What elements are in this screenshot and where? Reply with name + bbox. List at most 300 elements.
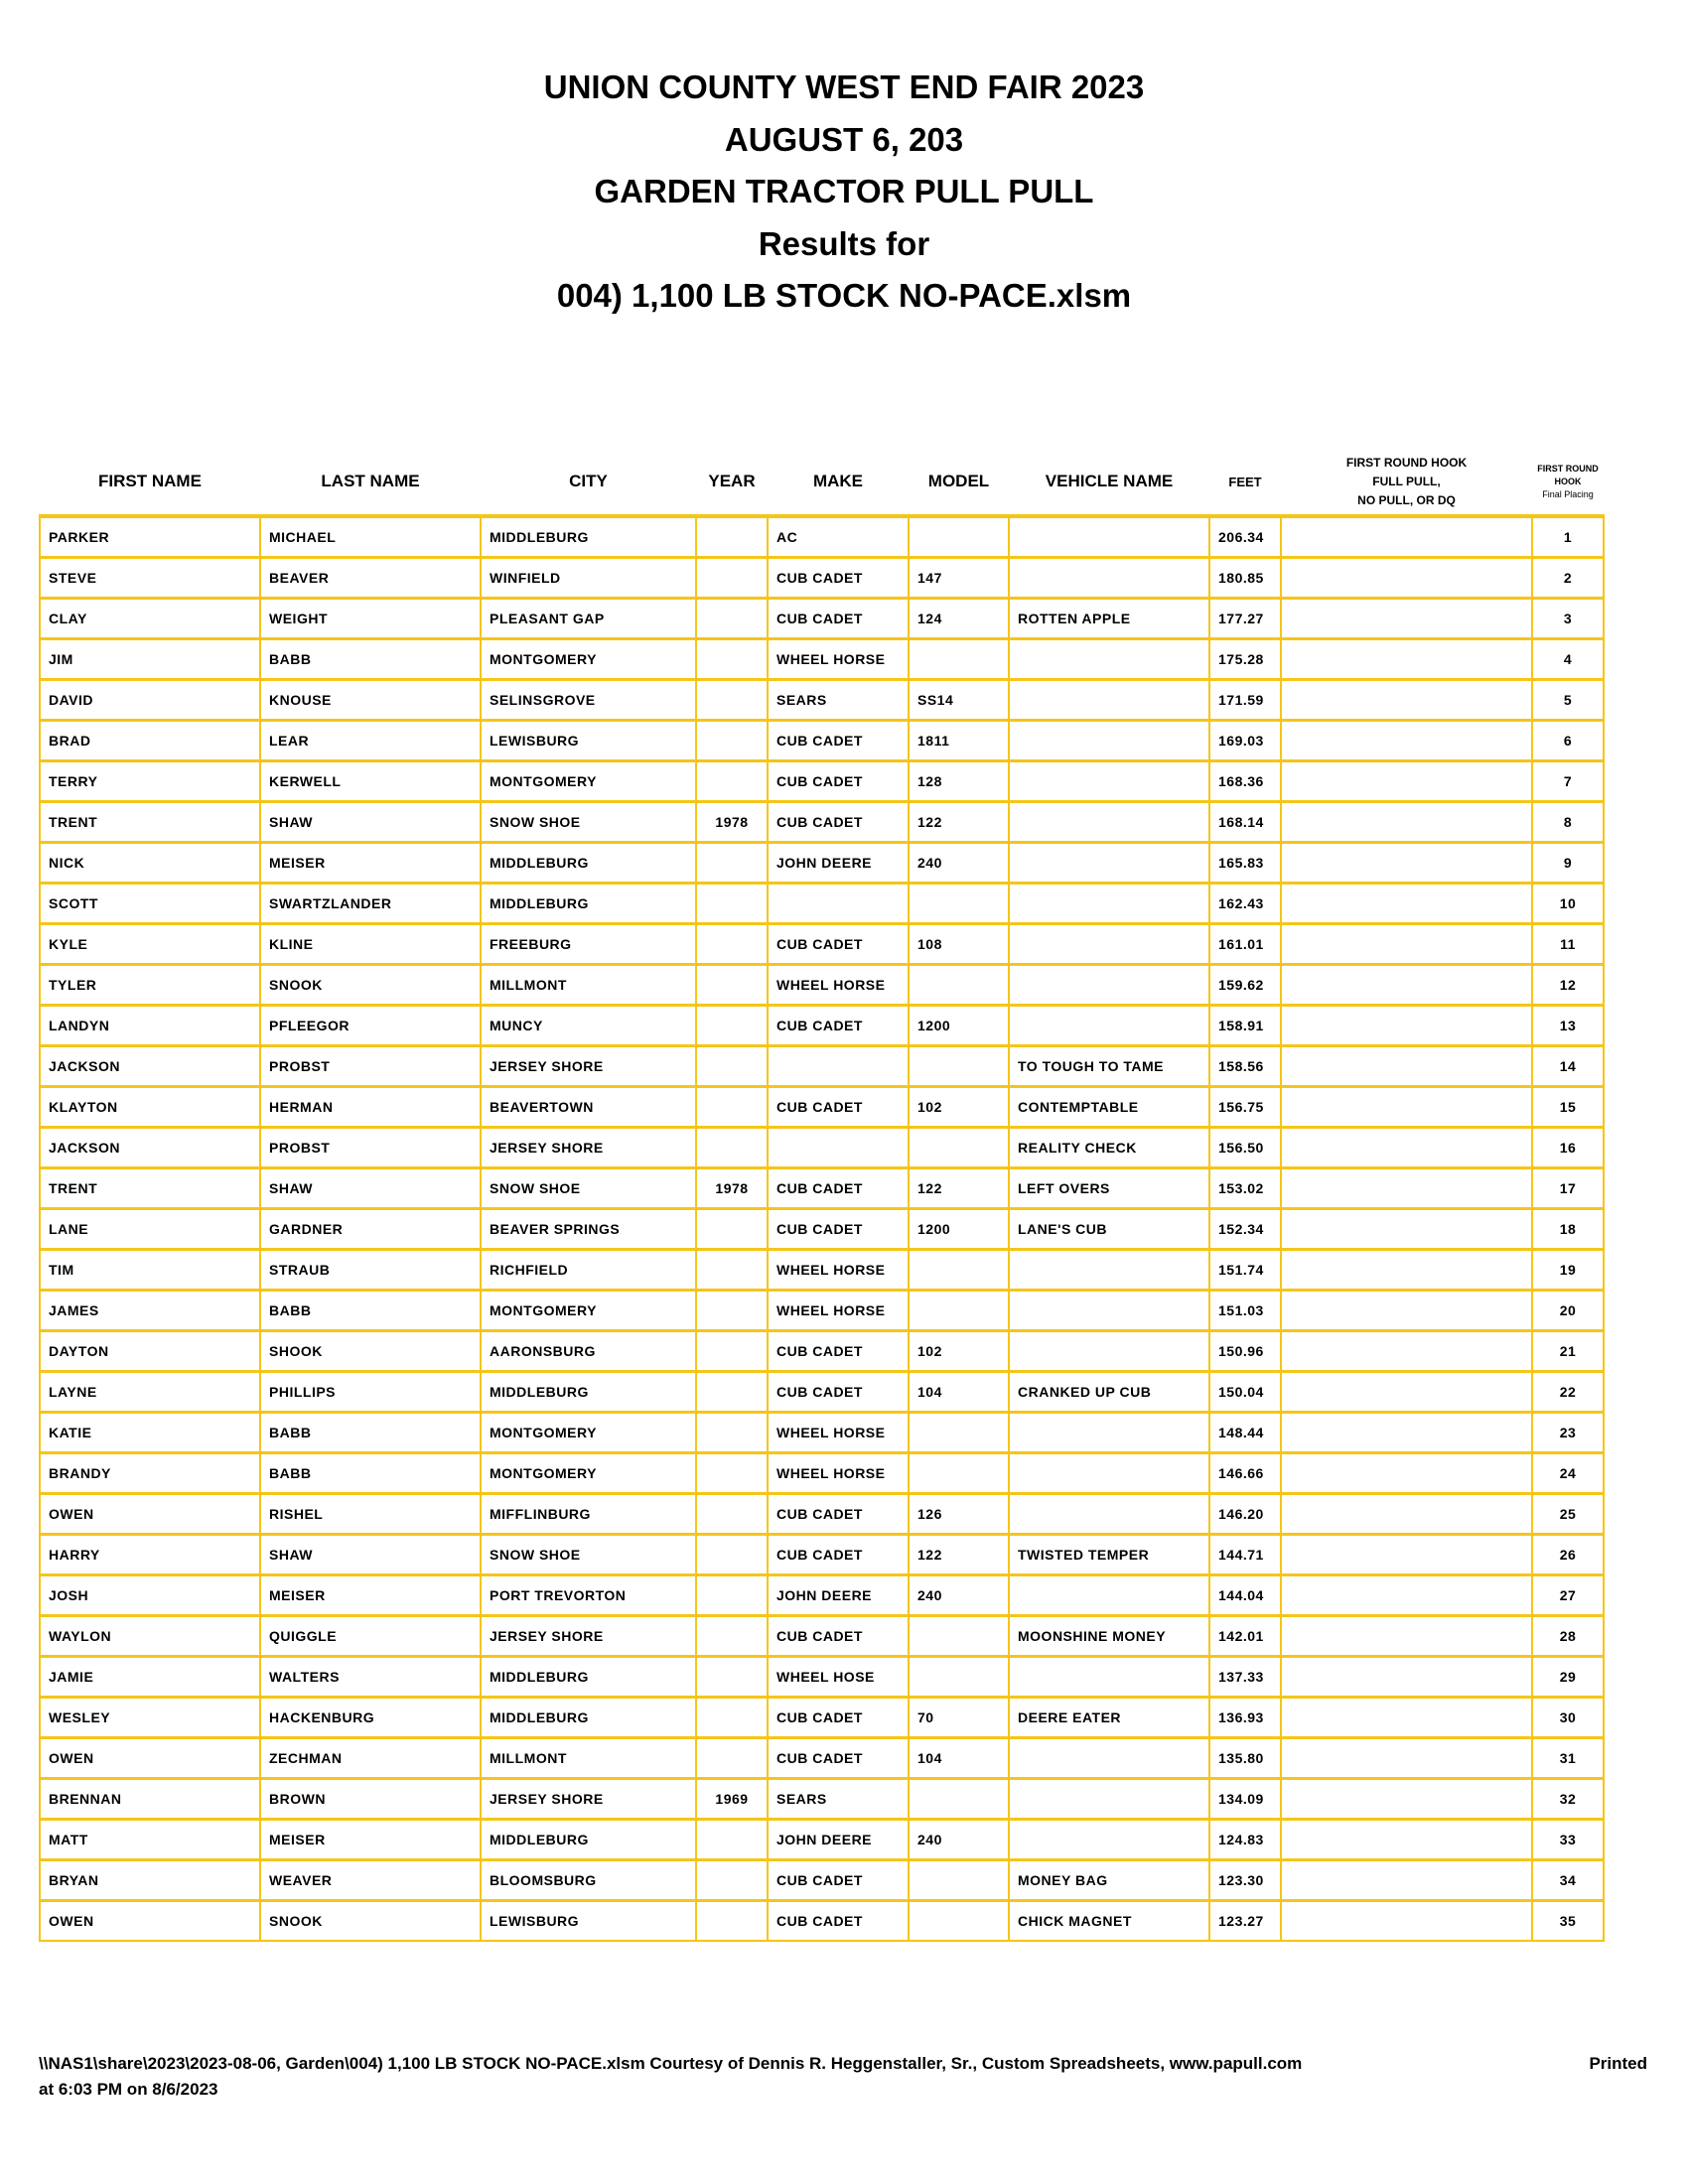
cell-placing: 22 xyxy=(1532,1372,1604,1413)
cell-first-name: SCOTT xyxy=(40,884,260,924)
cell-vehicle-name: MOONSHINE MONEY xyxy=(1009,1616,1209,1657)
cell-model: 108 xyxy=(909,924,1009,965)
table-row xyxy=(40,1209,1604,1250)
header-model: MODEL xyxy=(927,472,990,490)
header-placing xyxy=(1532,449,1604,516)
cell-first-name: TRENT xyxy=(40,1168,260,1209)
table-row xyxy=(40,1250,1604,1291)
table-row xyxy=(40,924,1604,965)
cell-last-name: SWARTZLANDER xyxy=(260,884,481,924)
cell-hook xyxy=(1281,1372,1532,1413)
cell-make: CUB CADET xyxy=(768,1087,909,1128)
table-row xyxy=(40,1453,1604,1494)
cell-make: WHEEL HOSE xyxy=(768,1657,909,1698)
table-row xyxy=(40,1494,1604,1535)
table-row xyxy=(40,721,1604,761)
cell-city: MIDDLEBURG xyxy=(481,1372,696,1413)
cell-make xyxy=(768,1046,909,1087)
cell-make: WHEEL HORSE xyxy=(768,1453,909,1494)
cell-model xyxy=(909,1779,1009,1820)
cell-year xyxy=(696,639,768,680)
cell-vehicle-name xyxy=(1009,965,1209,1006)
cell-make: CUB CADET xyxy=(768,1331,909,1372)
cell-last-name: SHAW xyxy=(260,802,481,843)
header-hook xyxy=(1281,449,1532,516)
cell-city: MUNCY xyxy=(481,1006,696,1046)
cell-city: JERSEY SHORE xyxy=(481,1128,696,1168)
table-row xyxy=(40,1291,1604,1331)
header-last-name: LAST NAME xyxy=(321,472,420,490)
cell-vehicle-name xyxy=(1009,802,1209,843)
cell-city: MONTGOMERY xyxy=(481,761,696,802)
cell-model: 122 xyxy=(909,1535,1009,1575)
cell-last-name: WEAVER xyxy=(260,1860,481,1901)
cell-feet: 146.66 xyxy=(1209,1453,1281,1494)
cell-make: CUB CADET xyxy=(768,924,909,965)
cell-vehicle-name xyxy=(1009,1779,1209,1820)
cell-first-name: HARRY xyxy=(40,1535,260,1575)
cell-placing: 17 xyxy=(1532,1168,1604,1209)
cell-last-name: STRAUB xyxy=(260,1250,481,1291)
cell-placing: 23 xyxy=(1532,1413,1604,1453)
cell-last-name: WALTERS xyxy=(260,1657,481,1698)
cell-feet: 175.28 xyxy=(1209,639,1281,680)
cell-hook xyxy=(1281,1128,1532,1168)
cell-city: FREEBURG xyxy=(481,924,696,965)
cell-vehicle-name xyxy=(1009,639,1209,680)
cell-hook xyxy=(1281,1901,1532,1942)
cell-placing: 20 xyxy=(1532,1291,1604,1331)
cell-placing: 10 xyxy=(1532,884,1604,924)
cell-city: JERSEY SHORE xyxy=(481,1779,696,1820)
cell-last-name: KNOUSE xyxy=(260,680,481,721)
cell-placing: 7 xyxy=(1532,761,1604,802)
cell-make: CUB CADET xyxy=(768,1901,909,1942)
table-row xyxy=(40,1657,1604,1698)
cell-make: CUB CADET xyxy=(768,1168,909,1209)
cell-year xyxy=(696,1209,768,1250)
cell-hook xyxy=(1281,1453,1532,1494)
cell-vehicle-name xyxy=(1009,1657,1209,1698)
cell-make: CUB CADET xyxy=(768,558,909,599)
cell-make: CUB CADET xyxy=(768,1372,909,1413)
cell-feet: 148.44 xyxy=(1209,1413,1281,1453)
cell-model: 102 xyxy=(909,1331,1009,1372)
cell-make: CUB CADET xyxy=(768,1006,909,1046)
cell-year xyxy=(696,1291,768,1331)
cell-year xyxy=(696,761,768,802)
header-feet: FEET xyxy=(1228,474,1262,489)
cell-hook xyxy=(1281,1616,1532,1657)
cell-first-name: BRYAN xyxy=(40,1860,260,1901)
cell-first-name: MATT xyxy=(40,1820,260,1860)
cell-hook xyxy=(1281,1738,1532,1779)
cell-hook xyxy=(1281,761,1532,802)
cell-city: MIFFLINBURG xyxy=(481,1494,696,1535)
cell-last-name: SNOOK xyxy=(260,1901,481,1942)
report-titles xyxy=(0,62,1688,323)
footer-printed-at: at 6:03 PM on 8/6/2023 xyxy=(39,2080,218,2099)
cell-hook xyxy=(1281,1250,1532,1291)
cell-placing: 30 xyxy=(1532,1698,1604,1738)
cell-placing: 15 xyxy=(1532,1087,1604,1128)
cell-feet: 158.91 xyxy=(1209,1006,1281,1046)
header-city: CITY xyxy=(569,472,608,490)
cell-model: 147 xyxy=(909,558,1009,599)
cell-feet: 171.59 xyxy=(1209,680,1281,721)
cell-first-name: OWEN xyxy=(40,1494,260,1535)
cell-make: CUB CADET xyxy=(768,802,909,843)
cell-vehicle-name xyxy=(1009,1453,1209,1494)
table-row xyxy=(40,1372,1604,1413)
cell-year: 1978 xyxy=(696,802,768,843)
cell-last-name: WEIGHT xyxy=(260,599,481,639)
cell-last-name: BABB xyxy=(260,1291,481,1331)
cell-vehicle-name xyxy=(1009,1291,1209,1331)
cell-feet: 137.33 xyxy=(1209,1657,1281,1698)
cell-make: JOHN DEERE xyxy=(768,1820,909,1860)
cell-first-name: DAYTON xyxy=(40,1331,260,1372)
cell-placing: 9 xyxy=(1532,843,1604,884)
cell-year xyxy=(696,1006,768,1046)
cell-city: MONTGOMERY xyxy=(481,1291,696,1331)
cell-make xyxy=(768,884,909,924)
cell-city: SNOW SHOE xyxy=(481,1535,696,1575)
cell-hook xyxy=(1281,843,1532,884)
cell-year xyxy=(696,1657,768,1698)
cell-hook xyxy=(1281,1168,1532,1209)
cell-hook xyxy=(1281,1779,1532,1820)
cell-first-name: PARKER xyxy=(40,516,260,558)
table-row xyxy=(40,1779,1604,1820)
cell-feet: 177.27 xyxy=(1209,599,1281,639)
table-row xyxy=(40,1168,1604,1209)
cell-vehicle-name xyxy=(1009,924,1209,965)
cell-city: AARONSBURG xyxy=(481,1331,696,1372)
cell-vehicle-name: LEFT OVERS xyxy=(1009,1168,1209,1209)
cell-year xyxy=(696,558,768,599)
cell-vehicle-name: TWISTED TEMPER xyxy=(1009,1535,1209,1575)
cell-feet: 124.83 xyxy=(1209,1820,1281,1860)
cell-last-name: SHAW xyxy=(260,1168,481,1209)
cell-last-name: MEISER xyxy=(260,1820,481,1860)
cell-make: CUB CADET xyxy=(768,721,909,761)
table-row xyxy=(40,1046,1604,1087)
cell-hook xyxy=(1281,802,1532,843)
cell-last-name: KLINE xyxy=(260,924,481,965)
cell-first-name: KATIE xyxy=(40,1413,260,1453)
table-row xyxy=(40,965,1604,1006)
cell-vehicle-name xyxy=(1009,1820,1209,1860)
cell-year xyxy=(696,1453,768,1494)
cell-last-name: SHAW xyxy=(260,1535,481,1575)
cell-hook xyxy=(1281,1860,1532,1901)
cell-city: SNOW SHOE xyxy=(481,802,696,843)
cell-last-name: SHOOK xyxy=(260,1331,481,1372)
cell-first-name: BRAD xyxy=(40,721,260,761)
cell-make: CUB CADET xyxy=(768,599,909,639)
cell-feet: 142.01 xyxy=(1209,1616,1281,1657)
cell-placing: 18 xyxy=(1532,1209,1604,1250)
cell-make: JOHN DEERE xyxy=(768,1575,909,1616)
header-hook-line: FULL PULL, xyxy=(1372,474,1441,488)
cell-city: BEAVER SPRINGS xyxy=(481,1209,696,1250)
cell-make: WHEEL HORSE xyxy=(768,1413,909,1453)
cell-hook xyxy=(1281,1046,1532,1087)
cell-placing: 1 xyxy=(1532,516,1604,558)
cell-vehicle-name xyxy=(1009,884,1209,924)
table-row xyxy=(40,1860,1604,1901)
cell-first-name: JAMIE xyxy=(40,1657,260,1698)
cell-make xyxy=(768,1128,909,1168)
cell-city: MIDDLEBURG xyxy=(481,516,696,558)
cell-year xyxy=(696,1901,768,1942)
cell-first-name: LANDYN xyxy=(40,1006,260,1046)
cell-year xyxy=(696,1494,768,1535)
cell-first-name: JOSH xyxy=(40,1575,260,1616)
cell-model: 102 xyxy=(909,1087,1009,1128)
cell-placing: 24 xyxy=(1532,1453,1604,1494)
cell-placing: 12 xyxy=(1532,965,1604,1006)
title-event: GARDEN TRACTOR PULL PULL xyxy=(594,173,1094,209)
cell-year xyxy=(696,1616,768,1657)
cell-hook xyxy=(1281,1413,1532,1453)
cell-feet: 151.03 xyxy=(1209,1291,1281,1331)
cell-city: LEWISBURG xyxy=(481,721,696,761)
cell-hook xyxy=(1281,680,1532,721)
table-row xyxy=(40,884,1604,924)
table-row xyxy=(40,516,1604,558)
cell-first-name: JIM xyxy=(40,639,260,680)
cell-feet: 180.85 xyxy=(1209,558,1281,599)
cell-year xyxy=(696,1738,768,1779)
cell-placing: 2 xyxy=(1532,558,1604,599)
cell-vehicle-name xyxy=(1009,1738,1209,1779)
header-placing-line: FIRST ROUND xyxy=(1537,463,1599,474)
cell-year xyxy=(696,1046,768,1087)
cell-vehicle-name xyxy=(1009,1250,1209,1291)
cell-last-name: BROWN xyxy=(260,1779,481,1820)
table-row xyxy=(40,1820,1604,1860)
cell-first-name: WAYLON xyxy=(40,1616,260,1657)
table-row xyxy=(40,1616,1604,1657)
table-row xyxy=(40,1413,1604,1453)
cell-city: BEAVERTOWN xyxy=(481,1087,696,1128)
cell-vehicle-name: CONTEMPTABLE xyxy=(1009,1087,1209,1128)
cell-year xyxy=(696,1698,768,1738)
cell-year xyxy=(696,1128,768,1168)
cell-model xyxy=(909,1250,1009,1291)
cell-year xyxy=(696,1087,768,1128)
cell-feet: 162.43 xyxy=(1209,884,1281,924)
cell-hook xyxy=(1281,639,1532,680)
cell-hook xyxy=(1281,1820,1532,1860)
cell-first-name: STEVE xyxy=(40,558,260,599)
cell-feet: 156.75 xyxy=(1209,1087,1281,1128)
footer-path: \\NAS1\share\2023\2023-08-06, Garden\004) 1,100 LB STOCK NO-PACE.xlsm Courtesy of Dennis R. Heggenstaller, Sr., Custom Spreadsheets, www.papull.com xyxy=(39,2054,1303,2073)
cell-feet: 156.50 xyxy=(1209,1128,1281,1168)
cell-placing: 27 xyxy=(1532,1575,1604,1616)
cell-feet: 150.04 xyxy=(1209,1372,1281,1413)
cell-city: JERSEY SHORE xyxy=(481,1616,696,1657)
cell-hook xyxy=(1281,558,1532,599)
cell-feet: 136.93 xyxy=(1209,1698,1281,1738)
cell-model: 1200 xyxy=(909,1006,1009,1046)
cell-placing: 25 xyxy=(1532,1494,1604,1535)
cell-last-name: HERMAN xyxy=(260,1087,481,1128)
cell-year xyxy=(696,1331,768,1372)
cell-year xyxy=(696,721,768,761)
cell-hook xyxy=(1281,1494,1532,1535)
cell-placing: 34 xyxy=(1532,1860,1604,1901)
cell-vehicle-name xyxy=(1009,843,1209,884)
title-class: 004) 1,100 LB STOCK NO-PACE.xlsm xyxy=(556,277,1132,314)
table-row xyxy=(40,761,1604,802)
page-footer xyxy=(39,2051,1647,2103)
cell-feet: 159.62 xyxy=(1209,965,1281,1006)
cell-last-name: MEISER xyxy=(260,843,481,884)
cell-model: 240 xyxy=(909,1820,1009,1860)
cell-placing: 31 xyxy=(1532,1738,1604,1779)
cell-make: CUB CADET xyxy=(768,1860,909,1901)
cell-feet: 152.34 xyxy=(1209,1209,1281,1250)
cell-vehicle-name: CHICK MAGNET xyxy=(1009,1901,1209,1942)
cell-model xyxy=(909,1657,1009,1698)
header-year: YEAR xyxy=(708,472,756,490)
cell-feet: 144.04 xyxy=(1209,1575,1281,1616)
cell-make: WHEEL HORSE xyxy=(768,639,909,680)
header-hook-line: FIRST ROUND HOOK xyxy=(1345,455,1468,470)
cell-make: CUB CADET xyxy=(768,1698,909,1738)
cell-model xyxy=(909,1901,1009,1942)
cell-first-name: BRANDY xyxy=(40,1453,260,1494)
cell-feet: 150.96 xyxy=(1209,1331,1281,1372)
title-date: AUGUST 6, 203 xyxy=(724,120,964,158)
cell-make: CUB CADET xyxy=(768,1535,909,1575)
cell-vehicle-name xyxy=(1009,558,1209,599)
cell-make: CUB CADET xyxy=(768,1616,909,1657)
cell-vehicle-name: REALITY CHECK xyxy=(1009,1128,1209,1168)
table-row xyxy=(40,558,1604,599)
cell-first-name: JACKSON xyxy=(40,1046,260,1087)
cell-city: MONTGOMERY xyxy=(481,639,696,680)
cell-feet: 168.36 xyxy=(1209,761,1281,802)
cell-year xyxy=(696,1535,768,1575)
header-placing-line: HOOK xyxy=(1554,476,1582,486)
cell-hook xyxy=(1281,721,1532,761)
cell-make: WHEEL HORSE xyxy=(768,1291,909,1331)
cell-city: MIDDLEBURG xyxy=(481,1698,696,1738)
cell-model: 104 xyxy=(909,1738,1009,1779)
cell-placing: 13 xyxy=(1532,1006,1604,1046)
cell-last-name: ZECHMAN xyxy=(260,1738,481,1779)
cell-placing: 29 xyxy=(1532,1657,1604,1698)
cell-city: WINFIELD xyxy=(481,558,696,599)
cell-placing: 11 xyxy=(1532,924,1604,965)
cell-model xyxy=(909,1046,1009,1087)
cell-city: BLOOMSBURG xyxy=(481,1860,696,1901)
cell-placing: 19 xyxy=(1532,1250,1604,1291)
cell-placing: 6 xyxy=(1532,721,1604,761)
cell-last-name: BEAVER xyxy=(260,558,481,599)
cell-model: 240 xyxy=(909,843,1009,884)
cell-feet: 206.34 xyxy=(1209,516,1281,558)
cell-year xyxy=(696,599,768,639)
cell-vehicle-name: TO TOUGH TO TAME xyxy=(1009,1046,1209,1087)
table-row xyxy=(40,680,1604,721)
cell-feet: 146.20 xyxy=(1209,1494,1281,1535)
cell-model xyxy=(909,1616,1009,1657)
cell-make: SEARS xyxy=(768,680,909,721)
header-make: MAKE xyxy=(812,472,864,490)
header-placing-line: Final Placing xyxy=(1542,488,1594,499)
cell-placing: 35 xyxy=(1532,1901,1604,1942)
cell-last-name: SNOOK xyxy=(260,965,481,1006)
cell-hook xyxy=(1281,1331,1532,1372)
cell-year: 1969 xyxy=(696,1779,768,1820)
cell-last-name: PROBST xyxy=(260,1128,481,1168)
cell-vehicle-name xyxy=(1009,1575,1209,1616)
cell-make: SEARS xyxy=(768,1779,909,1820)
cell-last-name: BABB xyxy=(260,639,481,680)
cell-year xyxy=(696,516,768,558)
table-row xyxy=(40,639,1604,680)
cell-feet: 153.02 xyxy=(1209,1168,1281,1209)
cell-make: CUB CADET xyxy=(768,761,909,802)
cell-placing: 4 xyxy=(1532,639,1604,680)
cell-model: 70 xyxy=(909,1698,1009,1738)
cell-city: PORT TREVORTON xyxy=(481,1575,696,1616)
cell-model: 126 xyxy=(909,1494,1009,1535)
cell-hook xyxy=(1281,924,1532,965)
cell-vehicle-name xyxy=(1009,1413,1209,1453)
cell-year xyxy=(696,1860,768,1901)
cell-make: CUB CADET xyxy=(768,1738,909,1779)
cell-hook xyxy=(1281,1087,1532,1128)
cell-model: 122 xyxy=(909,1168,1009,1209)
cell-vehicle-name xyxy=(1009,516,1209,558)
table-row xyxy=(40,1331,1604,1372)
cell-first-name: TRENT xyxy=(40,802,260,843)
cell-placing: 33 xyxy=(1532,1820,1604,1860)
cell-hook xyxy=(1281,1698,1532,1738)
cell-feet: 161.01 xyxy=(1209,924,1281,965)
cell-placing: 28 xyxy=(1532,1616,1604,1657)
cell-last-name: PFLEEGOR xyxy=(260,1006,481,1046)
cell-first-name: TERRY xyxy=(40,761,260,802)
cell-make: WHEEL HORSE xyxy=(768,965,909,1006)
cell-model: 124 xyxy=(909,599,1009,639)
cell-hook xyxy=(1281,1657,1532,1698)
cell-first-name: DAVID xyxy=(40,680,260,721)
cell-year xyxy=(696,1575,768,1616)
cell-first-name: BRENNAN xyxy=(40,1779,260,1820)
cell-make: JOHN DEERE xyxy=(768,843,909,884)
cell-first-name: KLAYTON xyxy=(40,1087,260,1128)
footer-printed: Printed xyxy=(1589,2054,1647,2073)
cell-placing: 3 xyxy=(1532,599,1604,639)
cell-last-name: PROBST xyxy=(260,1046,481,1087)
cell-model xyxy=(909,1453,1009,1494)
cell-model xyxy=(909,965,1009,1006)
cell-feet: 165.83 xyxy=(1209,843,1281,884)
cell-model: 1811 xyxy=(909,721,1009,761)
cell-year xyxy=(696,680,768,721)
cell-placing: 21 xyxy=(1532,1331,1604,1372)
cell-first-name: NICK xyxy=(40,843,260,884)
cell-placing: 14 xyxy=(1532,1046,1604,1087)
cell-first-name: OWEN xyxy=(40,1901,260,1942)
